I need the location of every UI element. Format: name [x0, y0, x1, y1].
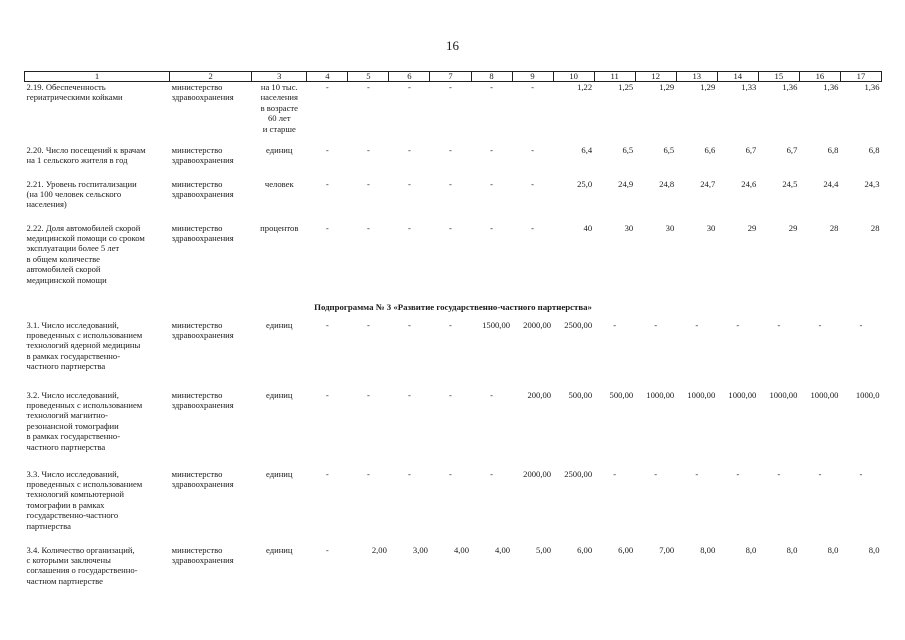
text-line: 3.3. Число исследований,	[26, 468, 119, 479]
value-cell: -	[366, 319, 370, 330]
value-cell: 6,5	[663, 144, 675, 155]
value-cell: -	[490, 468, 493, 479]
responsible-organization	[170, 545, 252, 595]
value-cell: 40	[583, 222, 593, 233]
value-cell: 8,0	[745, 544, 757, 555]
responsible-organization	[170, 82, 252, 145]
value-cell: 24,9	[618, 178, 634, 189]
responsible-organization	[170, 390, 252, 469]
text-line: государственно-частного	[26, 510, 119, 521]
text-line: партнерства	[26, 520, 71, 531]
value-cell: 1,29	[659, 82, 675, 92]
text-line: здравоохранения	[171, 154, 234, 165]
value-cell: 28	[870, 222, 880, 233]
value-cell: -	[325, 82, 329, 92]
indicator-name	[25, 82, 170, 145]
value-cell: -	[490, 178, 493, 189]
value-cell: 24,6	[741, 178, 757, 189]
page-number: 16	[446, 38, 459, 53]
value-cell: -	[449, 389, 452, 400]
value-cell: 29	[788, 222, 798, 233]
indicator-row	[25, 320, 882, 390]
value-cell: 5,00	[536, 544, 552, 555]
text-line: единиц	[266, 389, 293, 400]
value-cell: -	[449, 82, 452, 92]
indicator-row	[25, 223, 882, 296]
value-cell: -	[490, 222, 493, 233]
value-cell: 200,00	[527, 389, 552, 400]
unit-of-measure	[252, 179, 307, 223]
value-cell: 24,4	[823, 178, 839, 189]
text-line: автомобилей скорой	[26, 264, 101, 275]
value-cell: 24,5	[782, 178, 798, 189]
value-cell: -	[490, 144, 493, 155]
text-line: 2.19. Обеспеченность	[26, 82, 106, 92]
text-line: частного партнерства	[26, 361, 106, 372]
text-line: здравоохранения	[171, 92, 234, 103]
text-line: 2.20. Число посещений к врачам	[26, 144, 146, 155]
value-cell: -	[366, 178, 370, 189]
responsible-organization	[170, 469, 252, 545]
text-line: проведенных с использованием	[26, 478, 143, 489]
unit-of-measure	[252, 390, 307, 469]
header-row	[25, 72, 882, 82]
value-cell: -	[777, 319, 781, 330]
value-cell: 8,00	[700, 544, 716, 555]
text-line: единиц	[266, 319, 293, 330]
value-cell: -	[407, 178, 411, 189]
value-cell: 6,6	[704, 144, 716, 155]
indicator-name	[25, 545, 170, 595]
text-line: в рамках государственно-	[26, 350, 121, 361]
value-cell: -	[859, 468, 863, 479]
value-cell: -	[449, 319, 452, 330]
value-cell: -	[490, 389, 493, 400]
text-line: 2.21. Уровень госпитализации	[26, 178, 137, 189]
value-cell: -	[613, 319, 617, 330]
column-header: 3	[252, 72, 307, 82]
value-cell: -	[859, 319, 863, 330]
text-line: министерство	[171, 82, 223, 92]
indicator-row	[25, 545, 882, 595]
column-header: 13	[676, 72, 717, 82]
column-header: 1	[25, 72, 170, 82]
value-cell: 1000,00	[728, 389, 757, 400]
value-cell: -	[407, 82, 411, 92]
column-header: 14	[717, 72, 758, 82]
column-header: 2	[170, 72, 252, 82]
column-header: 7	[430, 72, 471, 82]
value-cell: 30	[624, 222, 634, 233]
text-line: здравоохранения	[171, 399, 234, 410]
value-cell: 1,36	[782, 82, 798, 92]
text-line: здравоохранения	[171, 478, 234, 489]
value-cell: 1500,00	[482, 319, 511, 330]
value-cell: 24,8	[659, 178, 675, 189]
value-cell: 25,0	[577, 178, 593, 189]
value-cell: -	[449, 468, 452, 479]
indicator-row	[25, 179, 882, 223]
unit-of-measure	[252, 545, 307, 595]
column-header: 10	[553, 72, 594, 82]
text-line: министерство	[171, 144, 223, 155]
text-line: процентов	[260, 222, 299, 233]
value-cell: -	[736, 319, 740, 330]
text-line: 3.2. Число исследований,	[26, 389, 119, 400]
value-cell: -	[654, 468, 658, 479]
value-cell: -	[366, 82, 370, 92]
value-cell: -	[325, 144, 329, 155]
indicator-name	[25, 320, 170, 390]
text-line: министерство	[171, 468, 223, 479]
value-cell: 1,22	[577, 82, 593, 92]
value-cell: 2000,00	[523, 319, 552, 330]
text-line: гериатрическими койками	[26, 92, 123, 103]
indicator-row	[25, 82, 882, 145]
text-line: (на 100 человек сельского	[26, 188, 122, 199]
text-line: населения	[260, 92, 298, 103]
unit-of-measure	[252, 82, 307, 145]
value-cell: -	[325, 222, 329, 233]
value-cell: 6,4	[581, 144, 593, 155]
text-line: проведенных с использованием	[26, 399, 143, 410]
column-header: 4	[307, 72, 348, 82]
text-line: технологий магнитно-	[26, 410, 108, 421]
text-line: с которыми заключены	[26, 554, 111, 565]
value-cell: 30	[706, 222, 716, 233]
text-line: и старше	[262, 123, 296, 134]
text-line: здравоохранения	[171, 188, 234, 199]
value-cell: 1000,00	[646, 389, 675, 400]
value-cell: -	[407, 319, 411, 330]
responsible-organization	[170, 145, 252, 179]
text-line: на 1 сельского жителя в год	[26, 154, 128, 165]
value-cell: 30	[665, 222, 675, 233]
value-cell: -	[531, 82, 534, 92]
text-line: томографии в рамках	[26, 499, 105, 510]
text-line: в рамках государственно-	[26, 431, 121, 442]
value-cell: 7,00	[659, 544, 675, 555]
value-cell: -	[325, 389, 329, 400]
value-cell: 6,00	[618, 544, 634, 555]
value-cell: 8,0	[827, 544, 839, 555]
value-cell: 1000,00	[769, 389, 798, 400]
value-cell: -	[366, 222, 370, 233]
value-cell: -	[777, 468, 781, 479]
indicator-name	[25, 145, 170, 179]
value-cell: 4,00	[453, 544, 469, 555]
indicators-table	[24, 71, 882, 595]
responsible-organization	[170, 320, 252, 390]
column-header: 17	[840, 72, 881, 82]
text-line: министерство	[171, 178, 223, 189]
value-cell: -	[654, 319, 658, 330]
value-cell: -	[818, 319, 822, 330]
indicator-name	[25, 469, 170, 545]
value-cell: -	[695, 319, 699, 330]
text-line: частном партнерстве	[26, 575, 103, 586]
value-cell: 2500,00	[564, 468, 593, 479]
text-line: частного партнерства	[26, 441, 106, 452]
value-cell: 29	[747, 222, 757, 233]
text-line: единиц	[266, 544, 293, 555]
text-line: населения)	[26, 199, 67, 210]
responsible-organization	[170, 179, 252, 223]
value-cell: -	[325, 544, 329, 555]
text-line: министерство	[171, 544, 223, 555]
value-cell: 6,8	[827, 144, 839, 155]
text-line: медицинской помощи со сроком	[26, 232, 145, 243]
value-cell: 1,36	[823, 82, 839, 92]
value-cell: 8,0	[868, 544, 880, 555]
value-cell: 1,29	[700, 82, 716, 92]
text-line: единиц	[266, 144, 293, 155]
text-line: технологий ядерной медицины	[26, 340, 141, 351]
text-line: технологий компьютерной	[26, 489, 124, 500]
value-cell: -	[407, 144, 411, 155]
value-cell: -	[531, 144, 534, 155]
value-cell: 1000,0	[855, 389, 880, 400]
value-cell: 500,00	[568, 389, 593, 400]
indicator-row	[25, 390, 882, 469]
text-line: министерство	[171, 389, 223, 400]
value-cell: 1,33	[741, 82, 757, 92]
value-cell: 2000,00	[523, 468, 552, 479]
value-cell: 500,00	[609, 389, 634, 400]
value-cell: -	[818, 468, 822, 479]
value-cell: -	[449, 222, 452, 233]
value-cell: -	[449, 178, 452, 189]
value-cell: 3,00	[412, 544, 428, 555]
text-line: в возрасте	[260, 102, 298, 113]
column-header: 6	[389, 72, 430, 82]
text-line: 60 лет	[267, 113, 291, 124]
indicator-row	[25, 469, 882, 545]
value-cell: -	[531, 178, 534, 189]
text-line: на 10 тыс.	[260, 82, 298, 92]
subprogram-heading-row	[25, 296, 882, 320]
text-line: 3.1. Число исследований,	[26, 319, 119, 330]
unit-of-measure	[252, 320, 307, 390]
text-line: министерство	[171, 222, 223, 233]
column-header: 15	[758, 72, 799, 82]
column-header: 5	[348, 72, 389, 82]
value-cell: -	[736, 468, 740, 479]
value-cell: 4,00	[495, 544, 511, 555]
indicator-name	[25, 390, 170, 469]
value-cell: -	[407, 389, 411, 400]
indicator-name	[25, 179, 170, 223]
column-header: 8	[471, 72, 512, 82]
subprogram-title: Подпрограмма № 3 «Развитие государственно-частного партнерства»	[314, 302, 592, 313]
text-line: медицинской помощи	[26, 274, 107, 285]
column-header: 16	[799, 72, 840, 82]
indicator-name	[25, 223, 170, 296]
text-line: резонансной томографии	[26, 420, 119, 431]
value-cell: 6,7	[745, 144, 757, 155]
value-cell: 1,25	[618, 82, 634, 92]
value-cell: -	[325, 319, 329, 330]
text-line: 3.4. Количество организаций,	[26, 544, 135, 555]
value-cell: 1000,00	[810, 389, 839, 400]
value-cell: 8,0	[786, 544, 798, 555]
value-cell: 2500,00	[564, 319, 593, 330]
text-line: в общем количестве	[26, 253, 100, 264]
column-header: 12	[635, 72, 676, 82]
value-cell: 1000,00	[687, 389, 716, 400]
value-cell: 6,00	[577, 544, 593, 555]
value-cell: 6,5	[622, 144, 634, 155]
unit-of-measure	[252, 223, 307, 296]
value-cell: 6,8	[868, 144, 880, 155]
value-cell: -	[407, 222, 411, 233]
indicator-row	[25, 145, 882, 179]
value-cell: 24,3	[864, 178, 880, 189]
text-line: 2.22. Доля автомобилей скорой	[26, 222, 141, 233]
text-line: здравоохранения	[171, 329, 234, 340]
unit-of-measure	[252, 145, 307, 179]
unit-of-measure	[252, 469, 307, 545]
value-cell: -	[407, 468, 411, 479]
value-cell: -	[325, 178, 329, 189]
column-header: 9	[512, 72, 553, 82]
value-cell: -	[366, 144, 370, 155]
value-cell: -	[613, 468, 617, 479]
value-cell: -	[449, 144, 452, 155]
text-line: проведенных с использованием	[26, 329, 143, 340]
value-cell: -	[325, 468, 329, 479]
text-line: соглашения о государственно-	[26, 565, 138, 576]
value-cell: 6,7	[786, 144, 798, 155]
responsible-organization	[170, 223, 252, 296]
text-line: человек	[264, 178, 294, 189]
value-cell: -	[531, 222, 534, 233]
text-line: здравоохранения	[171, 554, 234, 565]
value-cell: -	[490, 82, 493, 92]
text-line: министерство	[171, 319, 223, 330]
value-cell: 28	[829, 222, 839, 233]
column-header: 11	[594, 72, 635, 82]
value-cell: 1,36	[864, 82, 880, 92]
value-cell: -	[695, 468, 699, 479]
text-line: единиц	[266, 468, 293, 479]
value-cell: -	[366, 468, 370, 479]
text-line: эксплуатации более 5 лет	[26, 243, 120, 254]
value-cell: 24,7	[700, 178, 716, 189]
value-cell: 2,00	[371, 544, 387, 555]
value-cell: -	[366, 389, 370, 400]
text-line: здравоохранения	[171, 232, 234, 243]
